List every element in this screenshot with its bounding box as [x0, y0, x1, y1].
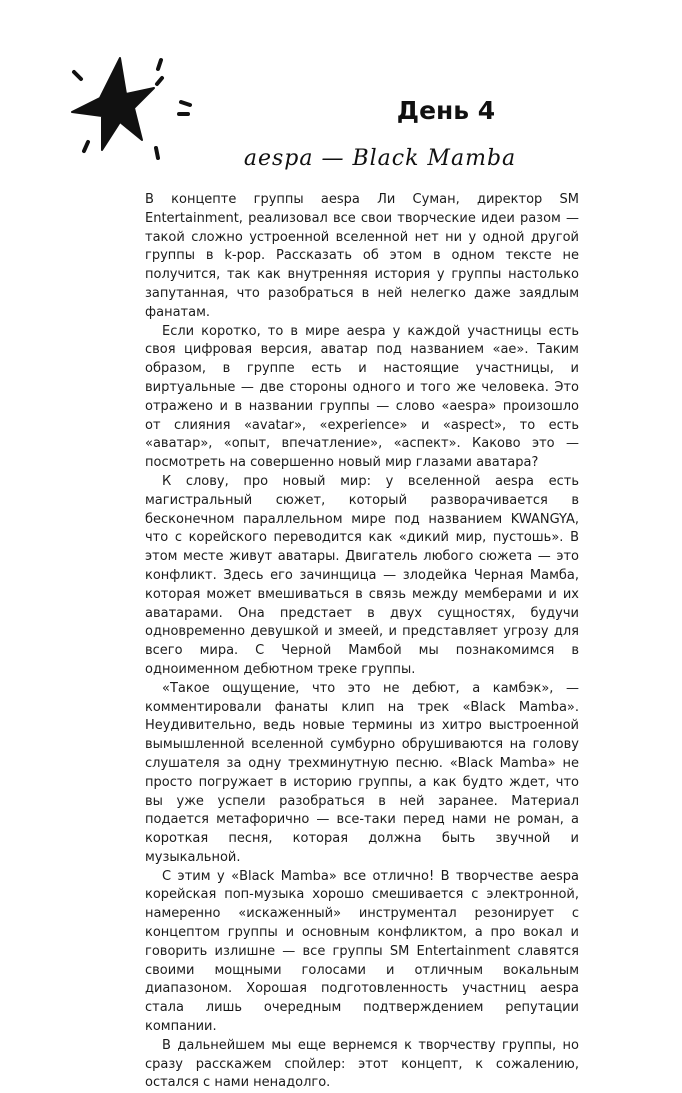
paragraph: К слову, про новый мир: у вселенной aespa есть магистральный сюжет, который разворачивается в бесконечном параллельном мире под названием KWANGYA, что с корейского переводится как «дикий мир, пустошь». В этом месте живут аватары. Двигатель любого сюжета — это конфликт. Здесь его зачинщица — злодейка Черная Мамба, которая может вмешиваться в связь между мемберами и их аватарами. Она предстает в двух сущностях, будучи одновременно девушкой и змеей, и представляет угрозу для всего мира. С Черной Мамбой мы познакомимся в одноименном дебютном треке группы.	[145, 473, 579, 677]
paragraph: В дальнейшем мы еще вернемся к творчеству группы, но сразу расскажем спойлер: этот концепт, к сожалению, остался с нами ненадолго.	[145, 1037, 579, 1091]
paragraph: С этим у «Black Mamba» все отлично! В творчестве aespa корейская поп-музыка хорошо смешивается с электронной, намеренно «искаженный» инструментал резонирует с концептом группы и основным конфликтом, а про вокал и говорить излишне — все группы SM Entertainment славятся своими мощными голосами и отличным вокальным диапазоном. Хорошая подготовленность участниц aespa стала лишь очередным подтверждением репутации компании.	[145, 868, 579, 1035]
paragraph: Если коротко, то в мире aespa у каждой участницы есть своя цифровая версия, аватар под названием «ae». Таким образом, в группе есть и настоящие участницы, и виртуальные — две стороны одного и того же человека. Это отражено и в названии группы — слово «aespa» произошло от слияния «avatar», «experience» и «aspect», то есть «аватар», «опыт, впечатление», «аспект». Каково это — посмотреть на совершенно новый мир глазами аватара?	[145, 323, 579, 471]
body-text	[145, 191, 579, 1093]
paragraph: В концепте группы aespa Ли Суман, директор SM Entertainment, реализовал все свои творческие идеи разом — такой сложно устроенной вселенной нет ни у одной другой группы в k-pop. Рассказать об этом в одном тексте не получится, так как внутренняя история у группы настолько запутанная, что разобраться в ней нелегко даже заядлым фанатам.	[145, 192, 579, 320]
chapter-title: День 4	[396, 96, 496, 125]
chapter-subtitle: aespa — Black Mamba	[243, 146, 517, 171]
paragraph: «Такое ощущение, что это не дебют, а камбэк», — комментировали фанаты клип на трек «Black Mamba». Неудивительно, ведь новые термины из хитро выстроенной вымышленной вселенной сумбурно обрушиваются на голову слушателя за одну трехминутную песню. «Black Mamba» не просто погружает в историю группы, а как будто ждет, что вы уже успели разобраться в ней заранее. Материал подается метафорично — все-таки перед нами не роман, а короткая песня, которая должна быть звучной и музыкальной.	[145, 680, 579, 865]
